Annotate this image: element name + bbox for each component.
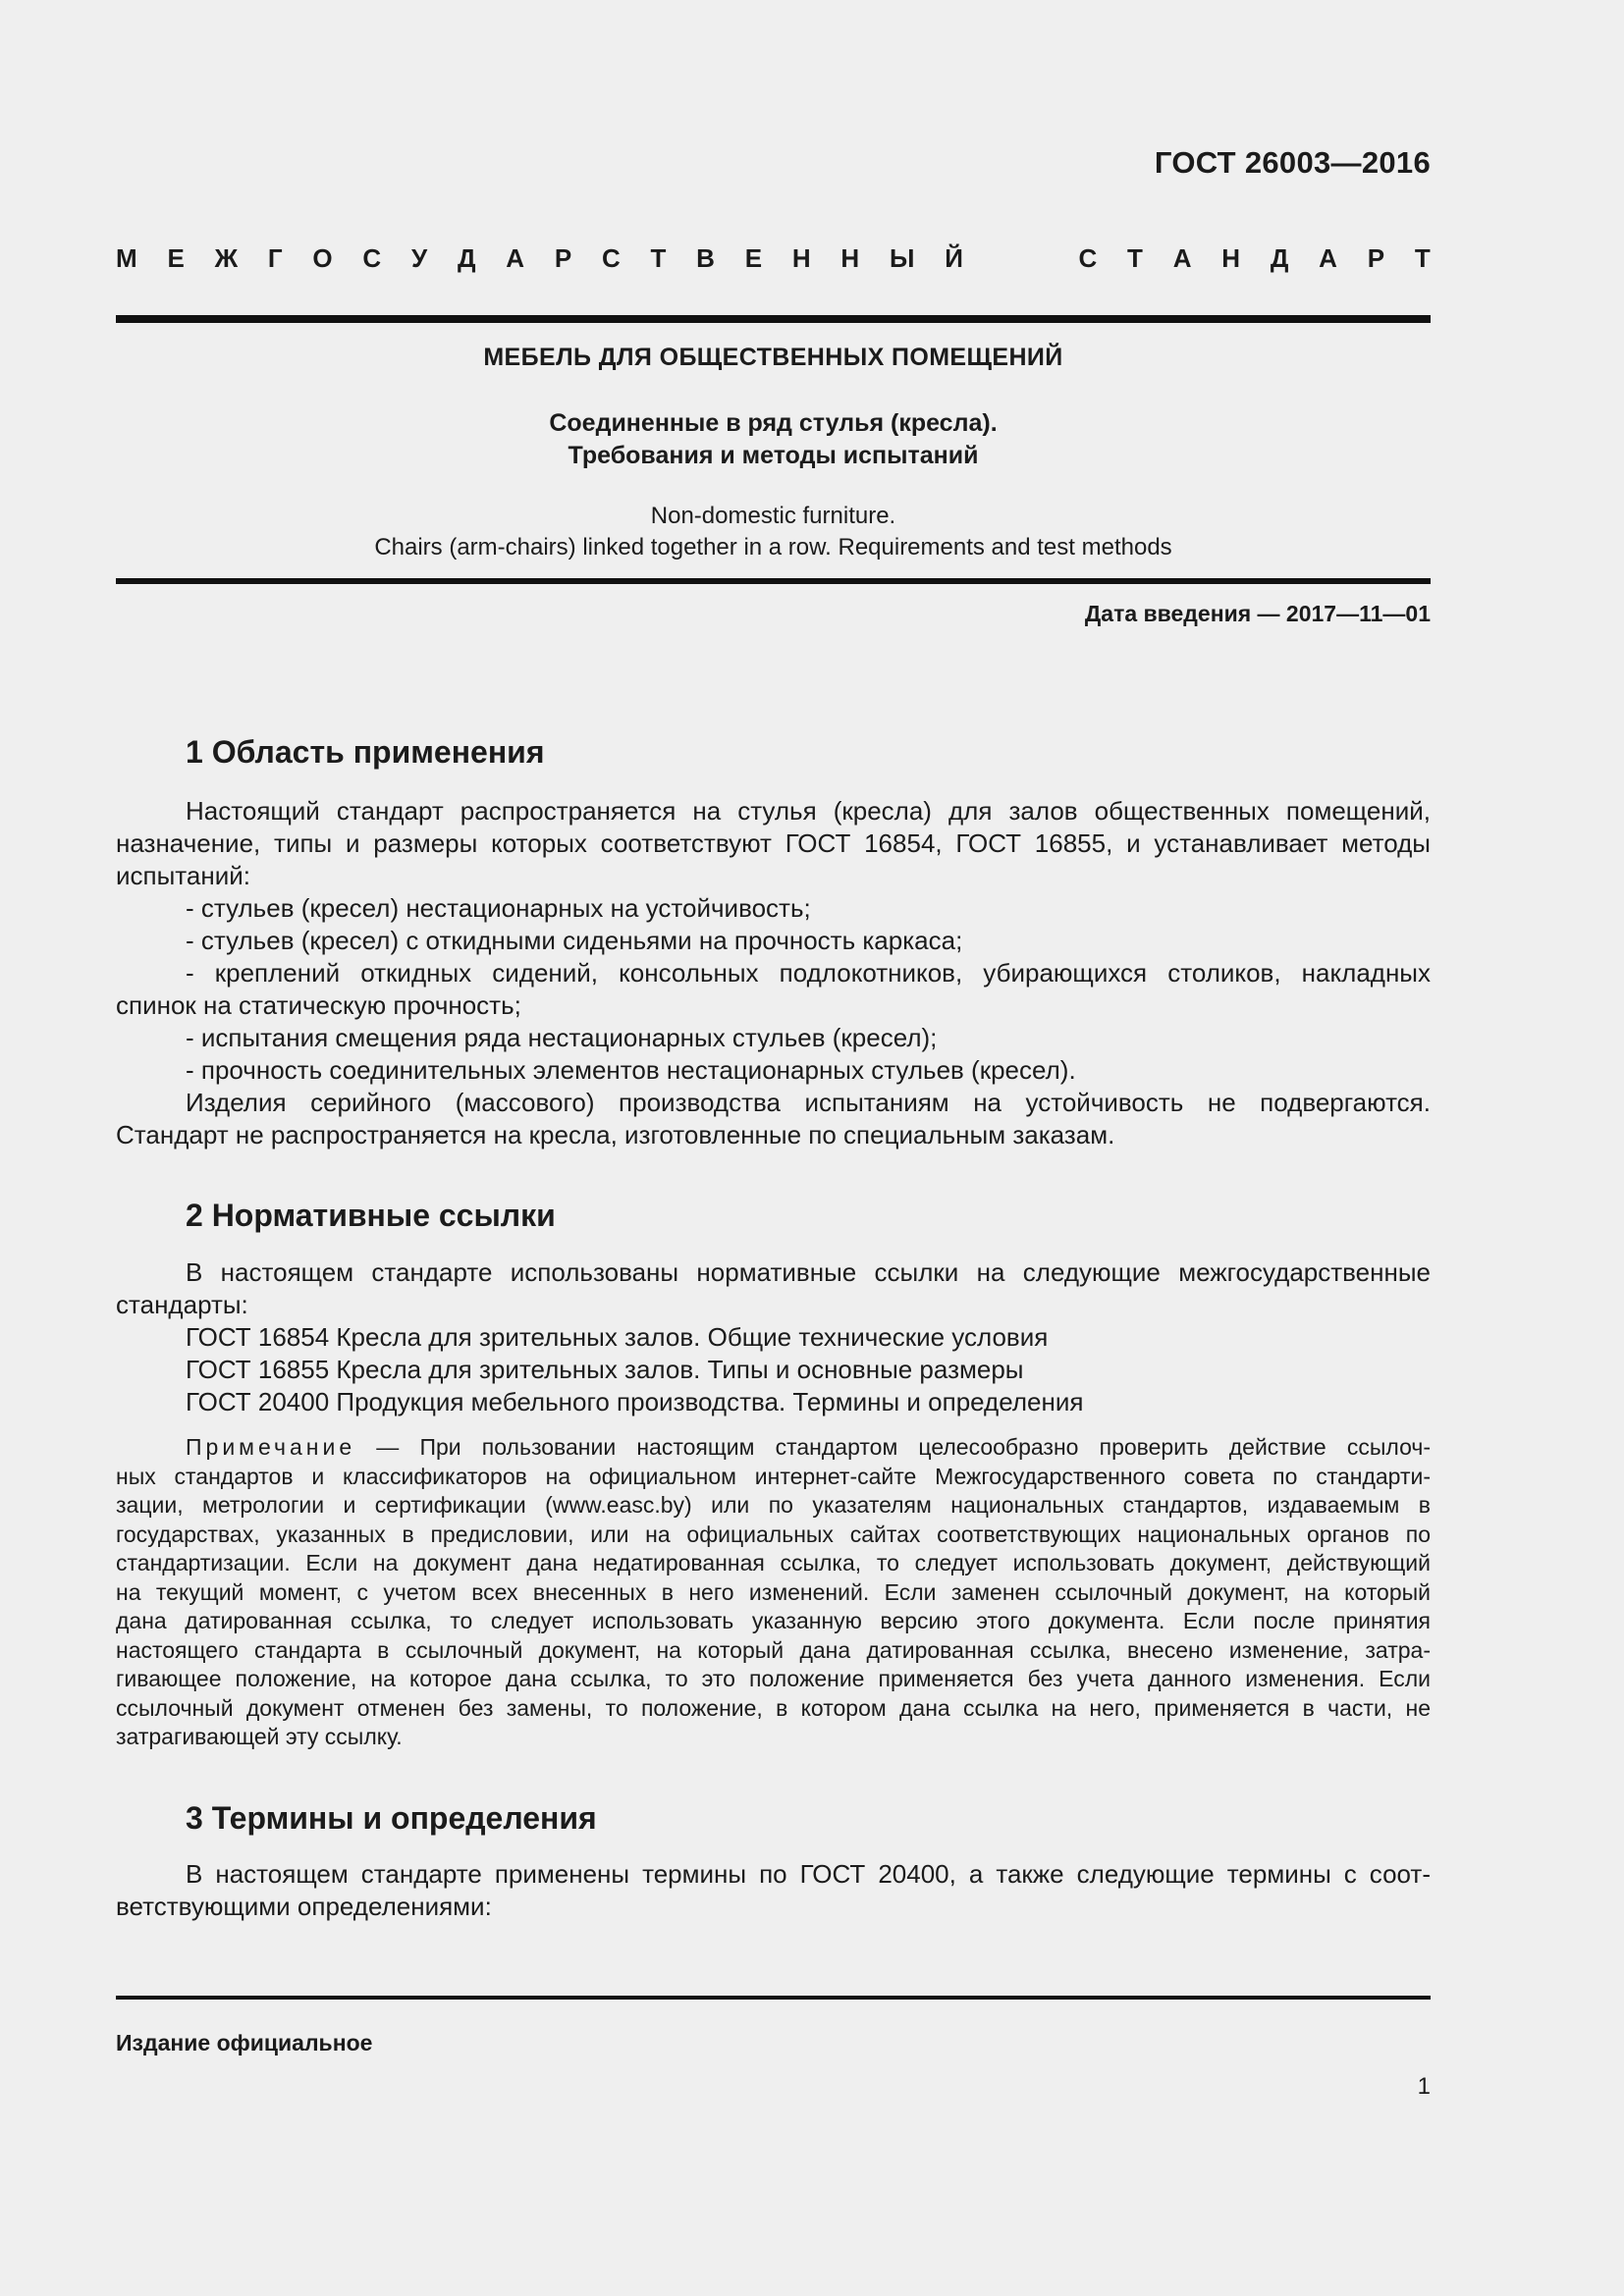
introduction-date: Дата введения — 2017—11—01 bbox=[1084, 601, 1431, 626]
list-item: - прочность соединительных элементов нестационарных стульев (кресел). bbox=[186, 1055, 1076, 1085]
note-line: затрагивающей эту ссылку. bbox=[116, 1724, 403, 1749]
title-bottom-rule bbox=[116, 578, 1431, 584]
subtitle-line: Требования и методы испытаний bbox=[568, 442, 979, 469]
top-rule bbox=[116, 315, 1431, 323]
note-line: настоящего стандарта в ссылочный документ, на который дана датированная ссылка, внесено изменение, затра- bbox=[116, 1636, 1431, 1663]
header-letter: С bbox=[601, 243, 621, 273]
note-line: на текущий момент, с учетом всех внесенных в него изменений. Если заменен ссылочный документ, на который bbox=[116, 1578, 1431, 1605]
header-letter: Н bbox=[1221, 243, 1241, 273]
reference-item: ГОСТ 16854 Кресла для зрительных залов. Общие технические условия bbox=[186, 1322, 1049, 1352]
note-line: ных стандартов и классификаторов на официальном интернет-сайте Межгосударственного совета по стандарти- bbox=[116, 1463, 1431, 1489]
list-item: - стульев (кресел) с откидными сиденьями на прочность каркаса; bbox=[186, 926, 963, 955]
english-title bbox=[116, 501, 1431, 563]
header-letter: Е bbox=[167, 243, 185, 273]
document-number: ГОСТ 26003—2016 bbox=[1154, 145, 1431, 180]
header-letter: С bbox=[1078, 243, 1098, 273]
text-line: испытаний: bbox=[116, 861, 250, 890]
header-letter: О bbox=[312, 243, 333, 273]
section-2-note bbox=[116, 1433, 1431, 1752]
list-item: - испытания смещения ряда нестационарных стульев (кресел); bbox=[186, 1023, 938, 1052]
document-subtitle bbox=[116, 407, 1431, 472]
header-word-gap bbox=[994, 243, 1049, 274]
section-1-heading: 1 Область применения bbox=[186, 734, 545, 770]
note-line: гивающее положение, на которое дана ссылка, то это положение применяется без учета данного изменения. Если bbox=[116, 1666, 1431, 1691]
header-letter: У bbox=[410, 243, 428, 273]
header-letter: А bbox=[506, 243, 525, 273]
header-letter: Р bbox=[554, 243, 572, 273]
header-letter: Д bbox=[1270, 243, 1289, 273]
section-3-heading: 3 Термины и определения bbox=[186, 1800, 597, 1836]
header-letter: Й bbox=[945, 243, 963, 273]
header-letter: Н bbox=[840, 243, 860, 273]
note-label: Примечание bbox=[186, 1434, 356, 1460]
text-line: Настоящий стандарт распространяется на стулья (кресла) для залов общественных помещений, bbox=[186, 796, 1431, 826]
text-line: ветствующими определениями: bbox=[116, 1892, 492, 1921]
section-1-body bbox=[116, 795, 1431, 1151]
text-line: Изделия серийного (массового) производства испытаниям на устойчивость не подвергаются. bbox=[186, 1088, 1431, 1117]
header-letter: А bbox=[1319, 243, 1337, 273]
document-title: МЕБЕЛЬ ДЛЯ ОБЩЕСТВЕННЫХ ПОМЕЩЕНИЙ bbox=[483, 344, 1063, 371]
header-letter: Н bbox=[791, 243, 811, 273]
header-letter: Т bbox=[1414, 243, 1431, 273]
header-letter: В bbox=[696, 243, 715, 273]
header-letter: Е bbox=[744, 243, 763, 273]
reference-item: ГОСТ 20400 Продукция мебельного производства. Термины и определения bbox=[186, 1387, 1084, 1416]
header-letter: Г bbox=[267, 243, 283, 273]
note-line: государствах, указанных в предисловии, или на официальных сайтах соответствующих национальных органов по bbox=[116, 1521, 1431, 1547]
edition-label: Издание официальное bbox=[116, 2030, 373, 2056]
text-line: стандарты: bbox=[116, 1290, 248, 1319]
header-letter: Ы bbox=[889, 243, 915, 273]
footer-rule bbox=[116, 1996, 1431, 2000]
page-number: 1 bbox=[1417, 2073, 1431, 2100]
reference-item: ГОСТ 16855 Кресла для зрительных залов. Типы и основные размеры bbox=[186, 1355, 1024, 1384]
text-line: В настоящем стандарте применены термины по ГОСТ 20400, а также следующие термины с соот- bbox=[186, 1859, 1431, 1889]
header-letter: А bbox=[1172, 243, 1192, 273]
list-item-continuation: спинок на статическую прочность; bbox=[116, 990, 521, 1020]
header-letter: Р bbox=[1367, 243, 1385, 273]
text-line: назначение, типы и размеры которых соответствуют ГОСТ 16854, ГОСТ 16855, и устанавливает методы bbox=[116, 828, 1431, 858]
text-line: В настоящем стандарте использованы нормативные ссылки на следующие межгосударственные bbox=[186, 1257, 1431, 1287]
header-letter: Ж bbox=[214, 243, 239, 273]
note-line: дана датированная ссылка, то следует использовать указанную версию этого документа. Если после принятия bbox=[116, 1608, 1431, 1633]
note-line: зации, метрологии и сертификации (www.easc.by) или по указателям национальных стандартов, издаваемым в bbox=[116, 1492, 1431, 1518]
section-2-body bbox=[116, 1256, 1431, 1418]
english-title-line: Chairs (arm-chairs) linked together in a row. Requirements and test methods bbox=[374, 534, 1172, 561]
header-letter: Т bbox=[1127, 243, 1143, 273]
text-line: Стандарт не распространяется на кресла, изготовленные по специальным заказам. bbox=[116, 1120, 1115, 1149]
section-2-heading: 2 Нормативные ссылки bbox=[186, 1198, 556, 1233]
note-line: стандартизации. Если на документ дана недатированная ссылка, то следует использовать документ, действующий bbox=[116, 1550, 1431, 1575]
note-line bbox=[116, 1433, 1431, 1463]
header-letter: Т bbox=[650, 243, 667, 273]
note-line-text: — При пользовании настоящим стандартом целесообразно проверить действие ссылоч- bbox=[355, 1434, 1431, 1460]
note-line: ссылочный документ отменен без замены, то положение, в котором дана ссылка на него, применяется в части, не bbox=[116, 1694, 1431, 1721]
standard-type-header bbox=[116, 243, 1431, 274]
list-item: - креплений откидных сидений, консольных подлокотников, убирающихся столиков, накладных bbox=[186, 958, 1431, 988]
header-letter: Д bbox=[457, 243, 476, 273]
header-letter: М bbox=[116, 243, 137, 273]
header-letter: С bbox=[362, 243, 382, 273]
list-item: - стульев (кресел) нестационарных на устойчивость; bbox=[186, 893, 811, 923]
section-3-body bbox=[116, 1858, 1431, 1923]
subtitle-line: Соединенные в ряд стулья (кресла). bbox=[549, 409, 998, 437]
english-title-line: Non-domestic furniture. bbox=[650, 503, 896, 529]
